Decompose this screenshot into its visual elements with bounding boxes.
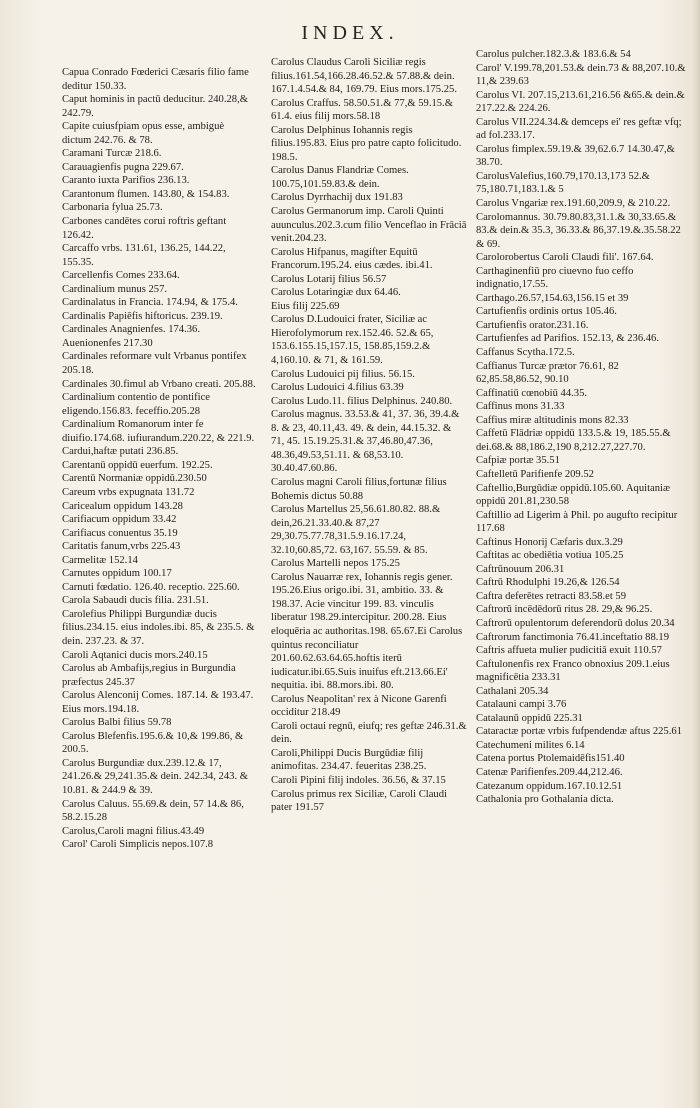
index-entry: Carolus Martellus 25,56.61.80.82. 88.& dein,26.21.33.40.& 87,27 29,30.75.77.78,31.5.9.16.17.24, 32.10,60.85,72. 63,167. 55.59. & 85. <box>271 504 441 556</box>
index-entry: Carolus magni Caroli filius,fortunæ filius Bohemis dictus 50.88 <box>271 476 447 502</box>
index-entry: Carnuti fœdatio. 126.40. receptio. 225.60. <box>62 581 240 593</box>
index-entry: Carolus VII.224.34.& demceps ei' res geftæ vfq; ad fol.233.17. <box>476 116 682 142</box>
index-entry: Catalaunū oppidū 225.31 <box>476 712 583 724</box>
index-entry: Caranto iuxta Parifios 236.13. <box>62 175 190 187</box>
index-entry: Caftris affueta mulier pudicitiā exuit 110.57 <box>476 645 662 657</box>
index-entry: Caroli,Philippi Ducis Burgūdiæ filij animofitas. 234.47. feueritas 238.25. <box>271 747 427 773</box>
index-entry: Carolus Germanorum imp. Caroli Quinti auunculus.202.3.cum filio Venceflao in Frāciā venit.204.23. <box>271 206 467 245</box>
index-entry: Carcaffo vrbs. 131.61, 136.25, 144.22, 155.35. <box>62 243 226 268</box>
index-entry: Carolus Ludouici 4.filius 63.39 <box>271 382 404 394</box>
index-entry: Carolus primus rex Siciliæ, Caroli Claudi pater 191.57 <box>271 788 447 814</box>
index-entry: Caftillio ad Ligerim à Phil. po augufto recipitur 117.68 <box>476 509 678 535</box>
index-entry: Carauagienfis pugna 229.67. <box>62 161 184 173</box>
index-entry: Carolus D.Ludouici frater, Siciliæ ac Hierofolymorum rex.152.46. 52.& 65, 153.6.155.15,157.15, 158.85,159.2.& 4,160.10. & 71, & 161.59. <box>271 314 434 367</box>
index-entry: Cardinalium contentio de pontifice eligendo.156.83. feceffio.205.28 <box>62 392 210 417</box>
index-entry: Carifiacum oppidum 33.42 <box>62 514 177 526</box>
index-entry: Caritatis fanum,vrbs 225.43 <box>62 541 181 553</box>
index-entry: Carolus Delphinus Iohannis regis filius.195.83. Eius pro patre capto folicitudo. 198.5. <box>271 124 462 163</box>
index-entry: Carbonaria fylua 25.73. <box>62 202 163 214</box>
index-entry: Carolus magnus. 33.53.& 41, 37. 36, 39.4.& 8. & 23, 40.11,43. 49. & dein, 44.15.32. & 71, 45. 15.19.25.31.& 37,46.80,47.36, 48.36,49.53,51.11. & 68,53.10. 30.40.47.60.86. <box>271 409 460 475</box>
index-entry: Carol' Caroli Simplicis nepos.107.8 <box>62 839 214 851</box>
index-entry: Catenæ Parifienfes.209.44,212.46. <box>476 766 623 778</box>
index-entry: Cardinalium Romanorum inter fe diuifio.174.68. iufiurandum.220.22, & 221.9. <box>62 419 255 444</box>
index-entry: Carmelitæ 152.14 <box>62 554 138 566</box>
index-entry: Cartufienfes ad Parifios. 152.13, & 236.46. <box>476 333 660 345</box>
index-entry: Caroli Pipini filij indoles. 36.56, & 37.15 <box>271 774 446 786</box>
index-entry: Caftelletū Parifienfe 209.52 <box>476 468 594 480</box>
index-entry: Carthaginenfiū pro ciuevno fuo ceffo indignatio,17.55. <box>476 265 634 291</box>
index-entry: Carolus ab Ambafijs,regius in Burgundia præfectus 245.37 <box>62 663 236 688</box>
index-entry: Carolomannus. 30.79.80.83,31.1.& 30,33.65.& 83.& dein.& 35.3, 36.33.& 86,37.19.&.35.58.22 & 69. <box>476 211 681 250</box>
index-entry: Carifiacus conuentus 35.19 <box>62 527 178 539</box>
index-entry: Carolus Lotaringiæ dux 64.46. <box>271 287 401 299</box>
index-entry: Carolus Neapolitan' rex à Nicone Garenfi occiditur 218.49 <box>271 693 447 719</box>
index-entry: Cardinales Anagnienfes. 174.36. <box>62 324 200 336</box>
index-entry: Caricealum oppidum 143.28 <box>62 500 183 512</box>
index-entry: Caftulonenfis rex Franco obnoxius 209.1.eius magnificētia 233.31 <box>476 658 670 684</box>
index-entry: Caftrorū opulentorum deferendorū dolus 20.34 <box>476 617 675 629</box>
index-entry: Carolus fimplex.59.19.& 39,62.6.7 14.30.47,& 38.70. <box>476 143 675 169</box>
index-entry: Catalauni campi 3.76 <box>476 699 567 711</box>
index-entry: Carolus Dyrrhachij dux 191.83 <box>271 192 403 204</box>
index-entry: Carthago.26.57,154.63,156.15 et 39 <box>476 292 629 304</box>
index-entry: Cathalani 205.34 <box>476 685 549 697</box>
index-entry: Caftrū Rhodulphi 19.26,& 126.54 <box>476 577 620 589</box>
index-entry: Cardinalis Papiēfis hiftoricus. 239.19. <box>62 310 223 322</box>
index-entry: Carolus,Caroli magni filius.43.49 <box>62 825 205 837</box>
index-entry: Carolus Vngariæ rex.191.60,209.9, & 210.22. <box>476 198 671 210</box>
index-entry: Carolus Danus Flandriæ Comes. 100.75,101.59.83.& dein. <box>271 165 409 190</box>
index-entry: Carolus Burgundiæ dux.239.12.& 17, 241.26.& 29,241.35.& dein. 242.34, 243. & 10.81. & 244.9 & 39. <box>62 757 248 796</box>
index-entry: Cardinales 30.fimul ab Vrbano creati. 205.88. <box>62 378 256 390</box>
index-entry: Capua Conrado Fœderici Cæsaris filio fame deditur 150.33. <box>62 67 249 92</box>
index-column-2 <box>271 56 467 815</box>
index-entry: Carnutes oppidum 100.17 <box>62 568 172 580</box>
index-entry: Cardinales reformare vult Vrbanus pontifex 205.18. <box>62 351 247 377</box>
index-entry: Cartufienfis orator.231.16. <box>476 319 589 331</box>
index-entry: Caffianus Turcæ prætor 76.61, 82 62,85.58,86.52, 90.10 <box>476 360 619 386</box>
index-entry: Carolus Alenconij Comes. 187.14. & 193.47. Eius mors.194.18. <box>62 690 254 715</box>
index-entry: Caffanus Scytha.172.5. <box>476 347 575 359</box>
index-entry: Carolus Lotarij filius 56.57 <box>271 273 387 285</box>
index-entry: Carolus Ludouici pij filius. 56.15. <box>271 368 415 380</box>
index-entry: CarolusValefius,160.79,170.13,173 52.& 75,180.71,183.1.& 5 <box>476 170 650 196</box>
index-entry: Caftrorum fanctimonia 76.41.inceftatio 88.19 <box>476 631 669 643</box>
index-column-3 <box>476 48 686 807</box>
index-entry: Caroli octaui regnū, eiufq; res geftæ 246.31.& dein. <box>271 720 467 746</box>
index-entry: Caftra deferētes retracti 83.58.et 59 <box>476 590 627 602</box>
index-entry: Caftrūnouum 206.31 <box>476 563 565 575</box>
index-entry: Capite cuiusfpiam opus esse, ambiguè dictum 242.76. & 78. <box>62 121 225 146</box>
index-entry: Caftellio,Burgūdiæ oppidū.105.60. Aquitaniæ oppidū 201.81,230.58 <box>476 482 671 508</box>
index-entry: Carolus Hifpanus, magifter Equitū Francorum.195.24. eius cædes. ibi.41. <box>271 246 433 272</box>
index-column-1 <box>62 66 256 852</box>
index-entry: Cardinalium munus 257. <box>62 283 168 295</box>
index-entry: Eius filij 225.69 <box>271 300 340 312</box>
index-entry: Carentū Normaniæ oppidū.230.50 <box>62 473 207 485</box>
index-entry: Cardui,haftæ putati 236.85. <box>62 446 179 458</box>
index-entry: Carcellenfis Comes 233.64. <box>62 270 180 282</box>
index-entry: Carola Sabaudi ducis filia. 231.51. <box>62 595 209 607</box>
index-entry: Cataractæ portæ vrbis fufpendendæ aftus 225.61 <box>476 726 682 738</box>
index-entry: Carolus Martelli nepos 175.25 <box>271 558 400 570</box>
index-entry: Carolus Caluus. 55.69.& dein, 57 14.& 86, 58.2.15.28 <box>62 798 244 824</box>
page-title: INDEX. <box>301 22 399 44</box>
index-entry: Carantonum flumen. 143.80, & 154.83. <box>62 188 230 200</box>
index-entry: Carbones candētes corui roftris geftant 126.42. <box>62 216 227 241</box>
page-edge-shadow <box>692 0 700 1108</box>
index-entry: Carolus Nauarræ rex, Iohannis regis gener. 195.26.Eius origo.ibi. 31, ambitio. 33. & 198.37. Acie vincitur 199. 83. vinculis liberatur 198.29.intercipitur. 200.28. Eius eloquēria ac authoritas.198. 65.67.Ei Carolus quintus reconciliatur 201.60.62.63.64.65.hoftis iterū iudicatur.ibi.65.Suis inuifus eft.213.66.Ei' nequitia. ibi. 88.mors.ibi. 80. <box>271 571 463 692</box>
index-entry: Auenionenfes 217.30 <box>62 337 153 349</box>
index-entry: Caffinus mons 31.33 <box>476 401 565 413</box>
index-entry: Carolus Blefenfis.195.6.& 10,& 199.86, & 200.5. <box>62 730 244 756</box>
index-entry: Caftitas ac obediētia votiua 105.25 <box>476 550 624 562</box>
index-entry: Carolorobertus Caroli Claudi fili'. 167.64. <box>476 252 654 264</box>
index-entry: Cartufienfis ordinis ortus 105.46. <box>476 306 617 318</box>
index-entry: Cardinalatus in Francia. 174.94, & 175.4. <box>62 297 238 309</box>
index-entry: Caffinatiū cœnobiū 44.35. <box>476 387 588 399</box>
index-entry: Carolus Balbi filius 59.78 <box>62 717 172 729</box>
index-entry: Catena portus Ptolemaidēfis151.40 <box>476 753 625 765</box>
index-entry: Caroli Aqtanici ducis mors.240.15 <box>62 649 208 661</box>
index-entry: Caffetū Flādriæ oppidū 133.5.& 19, 185.55.& dei.68.& 88,186.2,190 8,212.27,227.70. <box>476 428 671 453</box>
index-entry: Caput hominis in pactū deducitur. 240.28,& 242.79. <box>62 94 248 119</box>
index-entry: Carolus VI. 207.15,213.61,216.56 &65.& dein.& 217.22.& 224.26. <box>476 89 685 115</box>
index-entry: Caramani Turcæ 218.6. <box>62 148 162 160</box>
index-entry: Carolus Claudus Caroli Siciliæ regis filius.161.54,166.28.46.52.& 57.88.& dein. 167.1.4.54.& 84, 169.79. Eius mors.175.25. <box>271 57 457 96</box>
index-entry: Carentanū oppidū euerfum. 192.25. <box>62 459 213 471</box>
index-entry: Carolus pulcher.182.3.& 183.6.& 54 <box>476 49 631 60</box>
index-entry: Cathalonia pro Gothalania dicta. <box>476 794 614 806</box>
index-entry: Caffius miræ altitudinis mons 82.33 <box>476 414 629 426</box>
index-entry: Carolefius Philippi Burgundiæ ducis filius.234.15. eius indoles.ibi. 85, & 235.5. & dein. 237.23. & 37. <box>62 608 255 647</box>
index-entry: Catezanum oppidum.167.10.12.51 <box>476 780 623 792</box>
index-entry: Careum vrbs expugnata 131.72 <box>62 486 195 498</box>
index-entry: Carolus Craffus. 58.50.51.& 77,& 59.15.& 61.4. eius filij mors.58.18 <box>271 97 453 123</box>
index-entry: Cafpiæ portæ 35.51 <box>476 455 560 467</box>
index-entry: Caftrorū incēdēdorū ritus 28. 29,& 96.25. <box>476 604 653 616</box>
index-entry: Caftinus Honorij Cæfaris dux.3.29 <box>476 536 623 548</box>
index-entry: Carolus Ludo.11. filius Delphinus. 240.80. <box>271 395 453 407</box>
index-entry: Catechumeni milites 6.14 <box>476 739 585 751</box>
index-entry: Carol' V.199.78,201.53.& dein.73 & 88,207.10.& 11,& 239.63 <box>476 62 686 88</box>
